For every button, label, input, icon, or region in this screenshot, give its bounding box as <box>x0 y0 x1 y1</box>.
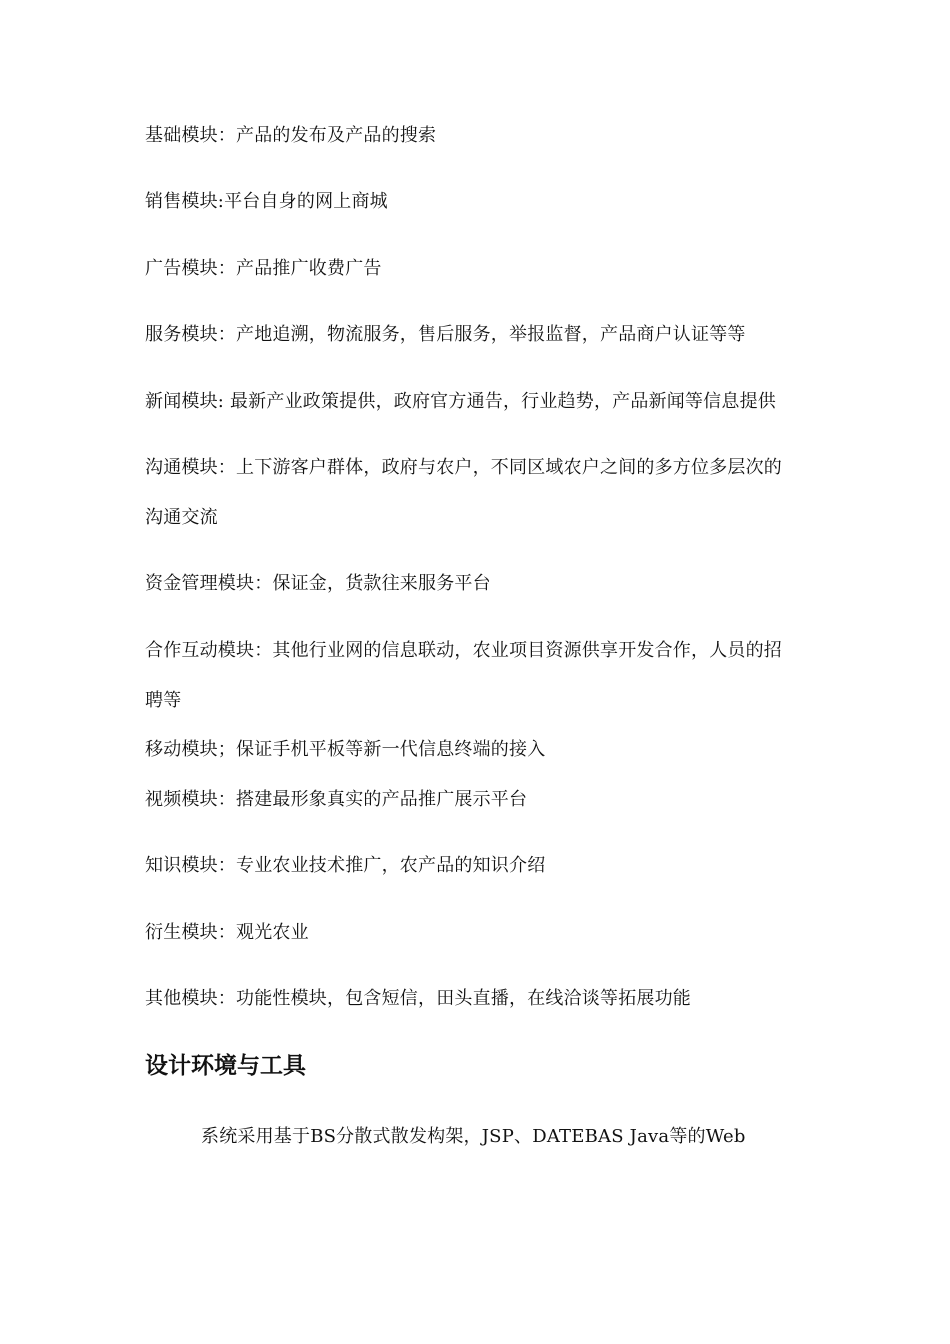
module-line-service: 服务模块：产地追溯，物流服务，售后服务，举报监督，产品商户认证等等 <box>145 324 746 345</box>
section-paragraph: 系统采用基于BS分散式散发构架，JSP、DATEBAS Java等的Web <box>201 1126 746 1147</box>
module-line-news: 新闻模块: 最新产业政策提供，政府官方通告，行业趋势，产品新闻等信息提供 <box>145 391 776 412</box>
module-line-other: 其他模块：功能性模块，包含短信，田头直播，在线洽谈等拓展功能 <box>145 988 691 1009</box>
module-line-derived: 衍生模块：观光农业 <box>145 922 309 943</box>
module-line-communication-cont: 沟通交流 <box>145 507 218 528</box>
section-heading: 设计环境与工具 <box>145 1053 306 1079</box>
module-line-ads: 广告模块：产品推广收费广告 <box>145 258 382 279</box>
module-line-knowledge: 知识模块：专业农业技术推广，农产品的知识介绍 <box>145 855 546 876</box>
module-line-mobile: 移动模块；保证手机平板等新一代信息终端的接入 <box>145 739 546 760</box>
module-line-cooperation: 合作互动模块：其他行业网的信息联动，农业项目资源供享开发合作，人员的招 <box>145 640 782 661</box>
module-line-sales: 销售模块:平台自身的网上商城 <box>145 191 388 212</box>
module-line-basic: 基础模块：产品的发布及产品的搜索 <box>145 125 437 146</box>
module-line-communication: 沟通模块：上下游客户群体，政府与农户，不同区域农户之间的多方位多层次的 <box>145 457 782 478</box>
module-line-cooperation-cont: 聘等 <box>145 690 182 711</box>
module-line-video: 视频模块：搭建最形象真实的产品推广展示平台 <box>145 789 528 810</box>
module-line-funds: 资金管理模块：保证金，货款往来服务平台 <box>145 573 491 594</box>
